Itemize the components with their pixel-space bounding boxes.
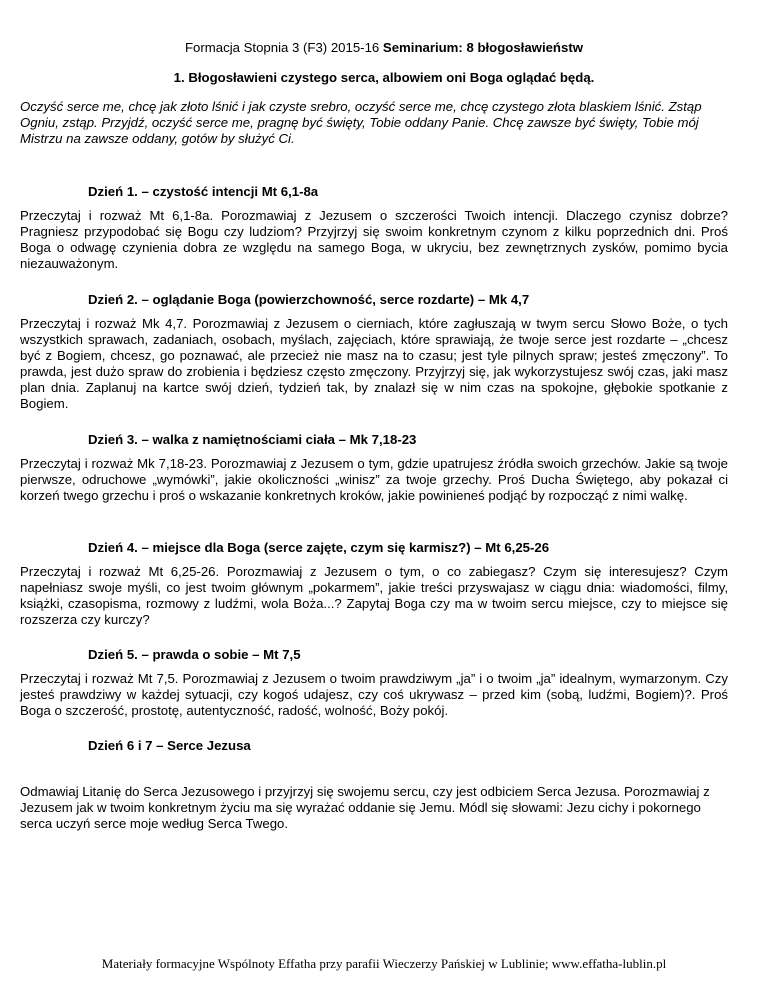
day-2-title: Dzień 2. – oglądanie Boga (powierzchowność, serce rozdarte) – Mk 4,7 xyxy=(88,292,530,307)
course-line-prefix: Formacja Stopnia 3 (F3) 2015-16 xyxy=(185,40,383,55)
footer-text: Materiały formacyjne Wspólnoty Effatha przy parafii Wieczerzy Pańskiej w Lublinie; www.effatha-lublin.pl xyxy=(101,956,667,971)
day-4-title: Dzień 4. – miejsce dla Boga (serce zajęte, czym się karmisz?) – Mt 6,25-26 xyxy=(88,540,550,555)
day-5-title: Dzień 5. – prawda o sobie – Mt 7,5 xyxy=(88,647,301,662)
day-3-text: Przeczytaj i rozważ Mk 7,18-23. Porozmawiaj z Jezusem o tym, gdzie upatrujesz źródła swoich grzechów. Jakie są twoje pierwsze, odruchowe „wymówki”, jakie okoliczności „winisz” za twoje grzechy. Proś Ducha Świętego, aby pokazał ci korzeń twego grzechu i proś o wskazanie konkretnych kroków, jakie powinieneś podjąć by rozpocząć z nimi walkę. xyxy=(20,456,728,503)
prayer-text: Oczyść serce me, chcę jak złoto lśnić i jak czyste srebro, oczyść serce me, chcę czystego złota blaskiem lśnić. Zstąp Ogniu, zstąp. Przyjdź, oczyść serce me, pragnę być święty, Tobie oddany Panie. Chcę zawsze być święty, Tobie mój Mistrzu na zawsze oddany, gotów by służyć Ci. xyxy=(20,99,702,146)
day-4-text: Przeczytaj i rozważ Mt 6,25-26. Porozmawiaj z Jezusem o tym, o co zabiegasz? Czym się interesujesz? Czym napełniasz swoje myśli, co jest twoim głównym „pokarmem”, jakie treści przyswajasz w ciągu dnia: wiadomości, filmy, książki, czasopisma, rozmowy z ludźmi, wola Boża...? Zapytaj Boga czy ma w twoim sercu miejsce, czy to miejsce się rozszerza czy kurczy? xyxy=(20,564,728,627)
course-line xyxy=(0,40,768,56)
day-5-text: Przeczytaj i rozważ Mt 7,5. Porozmawiaj z Jezusem o twoim prawdziwym „ja” i o twoim „ja” idealnym, wymarzonym. Czy jesteś prawdziwy w każdej sytuacji, czy kogoś udajesz, czy coś ukrywasz – przed kim (sobą, ludźmi, Bogiem)?. Proś Boga o szczerość, prostotę, autentyczność, radość, wolność, Boży pokój. xyxy=(20,671,728,718)
day-2-text: Przeczytaj i rozważ Mk 4,7. Porozmawiaj z Jezusem o cierniach, które zagłuszają w twym sercu Słowo Boże, o tych wszystkich sprawach, zadaniach, osobach, myślach, zajęciach, które sprawiają, że twoje serce jest rozdarte – „chcesz być z Bogiem, chcesz, go poznawać, ale przecież nie masz na to czasu; jest tyle pilnych spraw; jesteś zmęczony”. To prawda, jest dużo spraw do zrobienia i będziesz często zmęczony. Przyjrzyj się, jak wykorzystujesz swój czas, jaki masz plan dnia. Zaplanuj na kartce swój dzień, tydzień tak, by znalazł się w nim czas na spokojne, głębokie spotkanie z Bogiem. xyxy=(20,316,728,411)
day-6-7-text: Odmawiaj Litanię do Serca Jezusowego i przyjrzyj się swojemu sercu, czy jest odbiciem Serca Jezusa. Porozmawiaj z Jezusem jak w twoim konkretnym życiu ma się wyrażać oddanie się Jemu. Módl się słowami: Jezu cichy i pokornego serca uczyń serce moje według Serca Twego. xyxy=(20,784,710,831)
section-title: 1. Błogosławieni czystego serca, albowiem oni Boga oglądać będą. xyxy=(173,70,595,85)
day-1-title: Dzień 1. – czystość intencji Mt 6,1-8a xyxy=(88,184,319,199)
course-line-bold: Seminarium: 8 błogosławieństw xyxy=(382,40,583,55)
day-3-title: Dzień 3. – walka z namiętnościami ciała – Mk 7,18-23 xyxy=(88,432,417,447)
day-6-7-title: Dzień 6 i 7 – Serce Jezusa xyxy=(88,738,251,753)
day-1-text: Przeczytaj i rozważ Mt 6,1-8a. Porozmawiaj z Jezusem o szczerości Twoich intencji. Dlaczego czynisz dobrze? Pragniesz przypodobać się Bogu czy ludziom? Przyjrzyj się swoim konkretnym czynom z kilku poprzednich dni. Proś Boga o odwagę czynienia dobra ze względu na samego Boga, w ukryciu, bez zewnętrznych zysków, pomimo bycia niezauważonym. xyxy=(20,208,728,271)
